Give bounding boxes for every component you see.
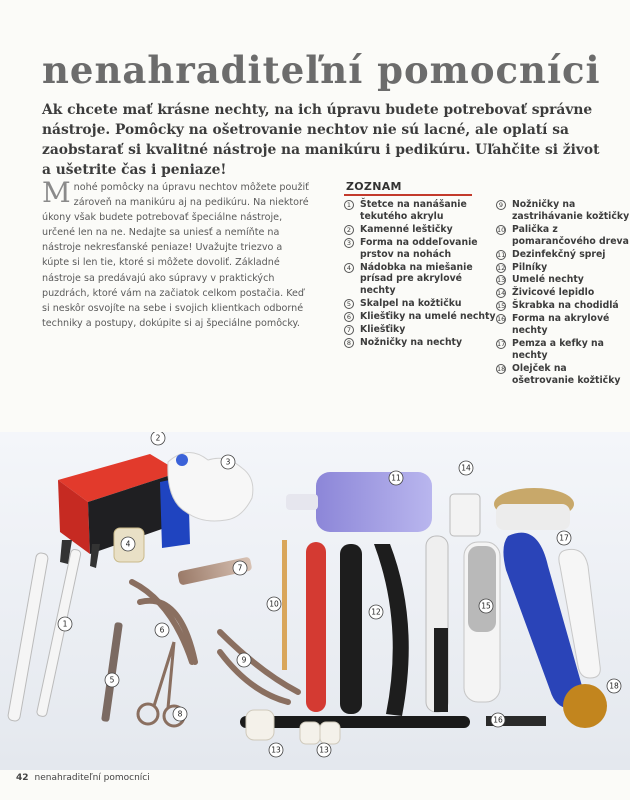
callout-number: 13 — [271, 745, 281, 755]
callout-number: 17 — [559, 533, 569, 543]
list-item: 14 Živicové lepidlo — [497, 287, 595, 299]
list-item: 15 Škrabka na chodidlá — [497, 300, 619, 312]
page-footer — [16, 773, 150, 783]
orange-stick — [282, 540, 287, 670]
list-item: 7 Kliešťiky — [344, 324, 496, 336]
cuticle-oil — [563, 684, 607, 728]
callout-number: 9 — [241, 655, 247, 665]
callout-number: 18 — [609, 681, 619, 691]
body-paragraph — [42, 176, 310, 331]
pumice-brush — [494, 488, 574, 530]
list-item: 12 Pilníky — [497, 261, 548, 273]
list-item: 16 Forma na akrylové nechty — [497, 313, 610, 337]
list-item: 8 Nožničky na nechty — [344, 337, 496, 349]
callout-number: 16 — [493, 715, 503, 725]
tool-list-column-1 — [344, 199, 496, 350]
callout-number: 3 — [225, 457, 231, 467]
list-item: 2 Kamenné leštičky — [344, 224, 496, 236]
list-item: 1 Štetce na nanášanie tekutého akrylu — [344, 199, 496, 223]
callout-number: 2 — [155, 433, 161, 443]
page-number: 42 — [16, 773, 29, 783]
foot-rasp — [464, 542, 500, 702]
callout-number: 1 — [62, 619, 68, 629]
list-item: 17 Pemza a kefky na nechty — [497, 337, 604, 361]
list-item: 5 Skalpel na kožtičku — [344, 298, 496, 310]
callout-number: 10 — [269, 599, 279, 609]
body-text: nohé pomôcky na úpravu nechtov môžete použiť zároveň na manikúru aj na pedikúru. Na niektoré úkony však budete potrebovať špeciálne nástroje, určené len na ne. Nedajte sa uniesť a nemíňte na nástroje nekresťanské peniaze! Uvažujte triezvo a kúpte si len tie, ktoré si môžete dovoliť. Základné nástroje sa predávajú ako súpravy v praktických puzdrách, ktoré vám na začiatok celkom postačia. Keď si neskôr osvojíte na sebe i svojich klientkach odborné techniky a postupy, dokúpite si aj špeciálne pomôcky. — [42, 182, 309, 329]
callout-number: 8 — [177, 709, 183, 719]
list-heading-rule — [344, 194, 472, 196]
page-title: nenahraditeľní pomocníci — [42, 48, 601, 92]
callout-number: 5 — [109, 675, 115, 685]
callout-number: 15 — [481, 601, 491, 611]
list-item: 18 Olejček na ošetrovanie kožtičky — [497, 362, 621, 386]
list-item: 10 Palička z pomarančového dreva — [497, 223, 629, 247]
callout-number: 7 — [237, 563, 243, 573]
callout-number: 4 — [125, 539, 131, 549]
tool-list-column-2 — [496, 199, 630, 388]
callout-number: 12 — [371, 607, 381, 617]
callout-number: 14 — [461, 463, 471, 473]
footer-section: nenahraditeľní pomocníci — [34, 773, 150, 783]
callout-number: 13 — [319, 745, 329, 755]
callout-number: 6 — [159, 625, 165, 635]
list-item: 4 Nádobka na miešanie prísad pre akrylové nechty — [344, 262, 496, 298]
list-item: 6 Kliešťiky na umelé nechty — [344, 311, 496, 323]
list-item: 3 Forma na oddeľovanie prstov na nohách — [344, 237, 496, 261]
lead-paragraph: Ak chcete mať krásne nechty, na ich úpravu budete potrebovať správne nástroje. Pomôcky na ošetrovanie nechtov nie sú lacné, ale oplatí sa zaobstarať si kvalitné nástroje na manikúru i pedikúru. Uľahčite si život a ušetrite čas i peniaze! — [42, 102, 600, 178]
drop-cap: M — [42, 176, 71, 209]
list-heading: ZOZNAM — [346, 180, 402, 193]
list-item: 9 Nožničky na zastrihávanie kožtičky — [496, 199, 630, 223]
tools-photo — [0, 432, 630, 770]
list-item: 13 Umelé nechty — [497, 274, 584, 286]
resin-glue — [450, 494, 480, 536]
callout-number: 11 — [391, 473, 401, 483]
list-item: 11 Dezinfekčný sprej — [497, 248, 606, 260]
